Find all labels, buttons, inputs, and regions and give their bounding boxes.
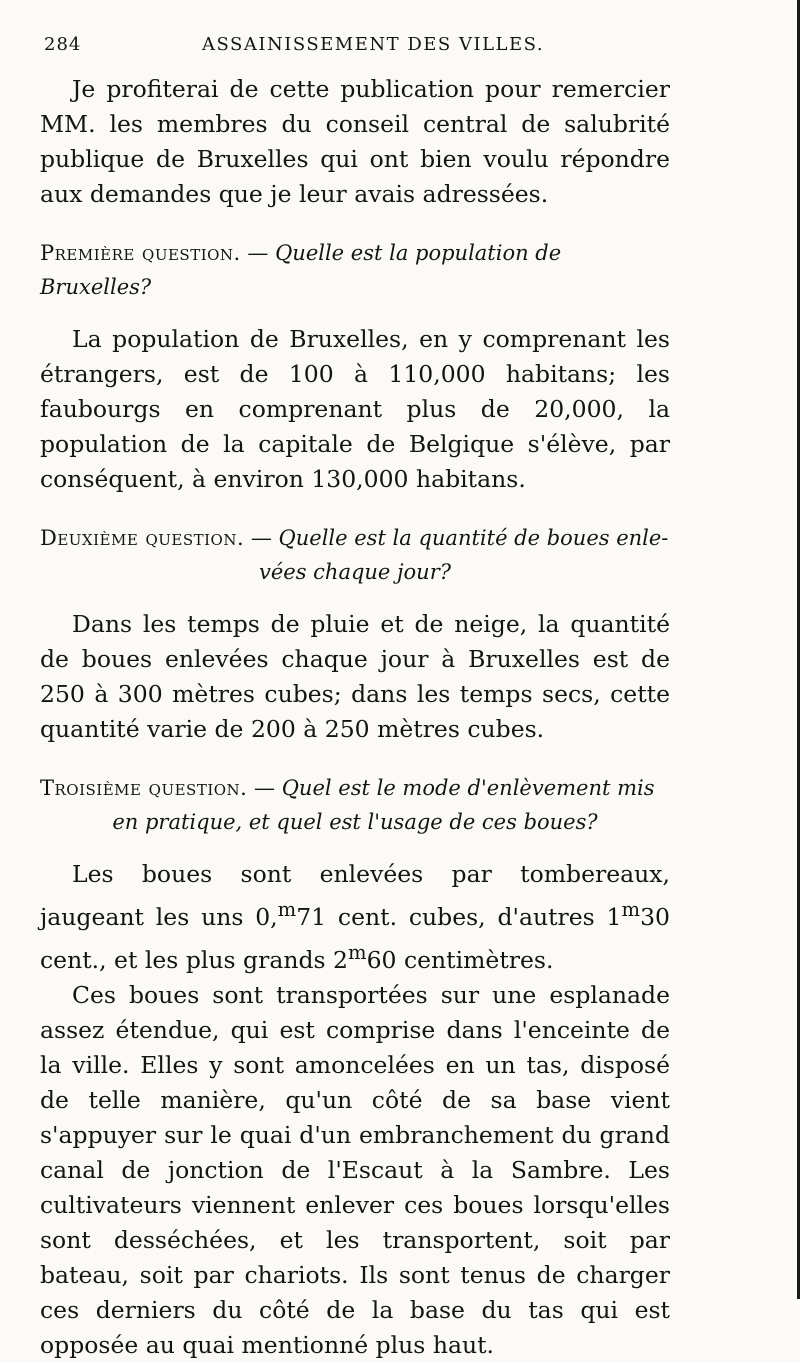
question-1 xyxy=(40,236,670,304)
answer-3-part-1: Les boues sont enlevées par tombereaux, jaugeant les uns 0, xyxy=(40,860,670,931)
page-header xyxy=(42,34,762,64)
question-3-text: Quel est le mode d'enlèvement mis xyxy=(281,776,655,800)
intro-paragraph: Je profiterai de cette publication pour remercier MM. les membres du conseil central de salubrité publique de Bruxelles qui ont bien voulu répondre aux demandes que je leur avais adressées. xyxy=(40,75,670,208)
question-2 xyxy=(40,521,670,589)
question-1-text: Quelle est la population de Bruxelles? xyxy=(40,241,562,299)
answer-1: La population de Bruxelles, en y comprenant les étrangers, est de 100 à 110,000 habitans; les faubourgs en comprenant plus de 20,000, la population de la capitale de Belgique s'élève, par conséquent, à environ 130,000 habitans. xyxy=(40,325,670,493)
question-2-continuation: vées chaque jour? xyxy=(258,560,452,584)
page-number: 284 xyxy=(44,34,82,55)
answer-3-part-3: 30 cent., et les plus grands 2 xyxy=(40,902,670,974)
question-1-label: Première question. xyxy=(40,241,241,265)
answer-3-part-2: 71 cent. cubes, d'autres 1 xyxy=(296,902,622,931)
question-2-label: Deuxième question. xyxy=(40,526,245,550)
question-3-label: Troisième question. xyxy=(40,776,248,800)
answer-4: Ces boues sont transportées sur une esplanade assez étendue, qui est comprise dans l'enceinte de la ville. Elles y sont amoncelées en un tas, disposé de telle manière, qu'un côté de sa base vient s'appuyer sur le quai d'un embranchement du grand canal de jonction de l'Escaut à la Sambre. Les cultivateurs viennent enlever ces boues lorsqu'elles sont desséchées, et les transportent, soit par bateau, soit par chariots. Ils sont tenus de charger ces derniers du côté de la base du tas qui est opposée au quai mentionné plus haut. xyxy=(40,980,670,1359)
running-head: ASSAINISSEMENT DES VILLES. xyxy=(202,34,545,55)
answer-3-part-4: 60 centimètres. xyxy=(366,945,554,974)
question-3 xyxy=(40,771,670,839)
unit-superscript-1: m xyxy=(277,898,297,921)
unit-superscript-3: m xyxy=(348,940,367,964)
unit-superscript-2: m xyxy=(621,898,641,921)
question-3-dash: — xyxy=(247,776,282,800)
answer-2: Dans les temps de pluie et de neige, la quantité de boues enlevées chaque jour à Bruxelles est de 250 à 300 mètres cubes; dans les temps secs, cette quantité varie de 200 à 250 mètres cubes. xyxy=(40,610,670,743)
question-2-text: Quelle est la quantité de boues enle- xyxy=(278,526,669,550)
question-3-continuation: en pratique, et quel est l'usage de ces boues? xyxy=(112,810,598,834)
question-1-dash: — xyxy=(240,241,276,265)
page-body xyxy=(40,72,670,1363)
answer-3 xyxy=(40,857,670,978)
question-2-dash: — xyxy=(244,526,279,550)
